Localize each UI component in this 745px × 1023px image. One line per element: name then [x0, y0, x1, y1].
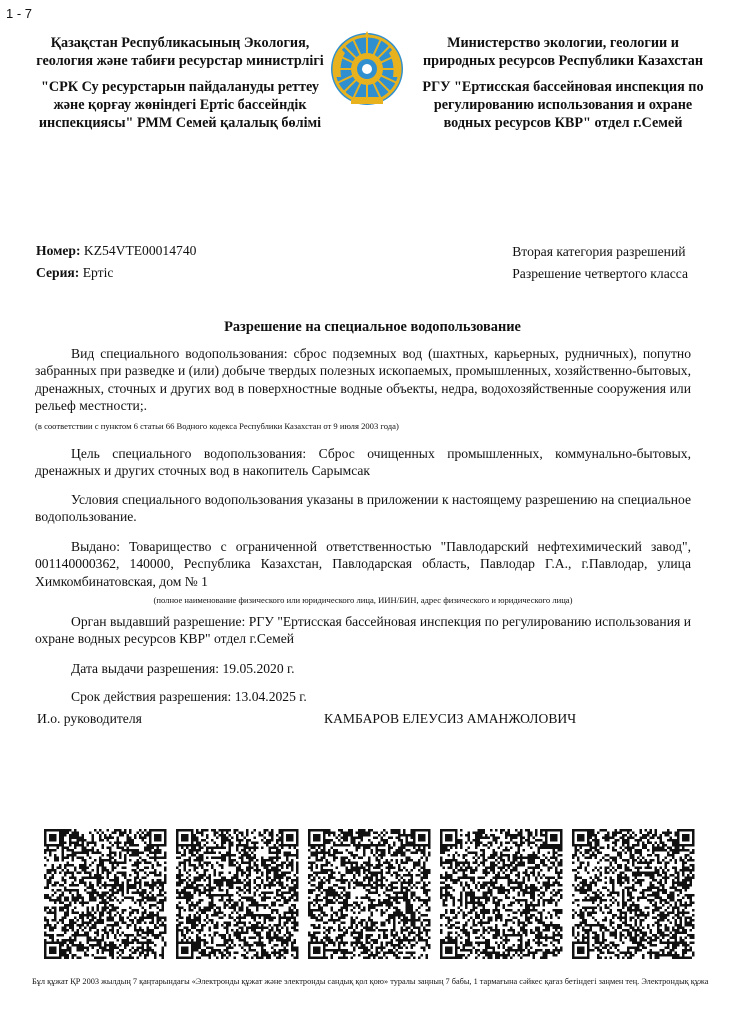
signatory-name: КАМБАРОВ ЕЛЕУСИЗ АМАНЖОЛОВИЧ — [324, 711, 577, 726]
ru-ministry-name: Министерство экологии, геологии и природных ресурсов Республики Казахстан — [422, 35, 704, 69]
kz-department-name: "СРК Су ресурстарын пайдалануды реттеу және қорғау жөніндегі Ертіс бассейндік инспекциясы" РММ Семей қалалық бөлімі — [38, 79, 322, 131]
permit-class: Разрешение четвертого класса — [512, 266, 688, 281]
qr-code-icon — [44, 829, 168, 959]
kz-ministry-name: Қазақстан Республикасының Экология, геология және табиғи ресурстар министрлігі — [36, 35, 324, 69]
usage-conditions: Условия специального водопользования указаны в приложении к настоящему разрешению на специальное водопользование. — [35, 492, 691, 525]
series-label: Серия: — [36, 265, 80, 280]
state-emblem-icon — [329, 31, 405, 107]
permit-category: Вторая категория разрешений — [512, 244, 686, 259]
permit-identifiers — [36, 240, 196, 284]
issued-to: Выдано: Товарищество с ограниченной ответственностью "Павлодарский нефтехимический завод", 001140000362, 140000, Республика Казахстан, Павлодарская область, Павлодар Г.А., г.Павлодар, улица Химкомбинатовская, дом № 1 — [35, 539, 691, 589]
legal-footer: Бұл құжат ҚР 2003 жылдың 7 қаңтарындағы «Электронды құжат және электронды сандық қол қою» туралы заңның 7 бабы, 1 тармағына сәйкес қағаз бетіндегі заңмен тең. Электрондық құжа — [32, 977, 709, 986]
header-kazakh — [30, 34, 330, 132]
usage-type: Вид специального водопользования: сброс подземных вод (шахтных, карьерных, рудничных), попутно забранных при разведке и (или) добыче твердых полезных ископаемых, промышленных, хозяйственно-бытовых, дренажных, сточных и других вод в поверхностные водные объекты, недра, водохозяйственные сооружения или рельеф местности;. — [35, 346, 691, 413]
permit-classification — [512, 241, 688, 285]
permit-series — [36, 262, 196, 284]
signatory-role: И.о. руководителя — [37, 711, 142, 726]
issue-date: Дата выдачи разрешения: 19.05.2020 г. — [71, 661, 295, 676]
permit-number — [36, 240, 196, 262]
qr-code-icon — [572, 829, 696, 959]
qr-code-icon — [176, 829, 300, 959]
validity-date: Срок действия разрешения: 13.04.2025 г. — [71, 689, 307, 704]
issuing-authority: Орган выдавший разрешение: РГУ "Ертисская бассейновая инспекция по регулированию использования и охране водных ресурсов КВР" отдел г.Семей — [35, 614, 691, 647]
series-value: Ертіс — [82, 265, 114, 280]
legal-basis-note: (в соответствии с пунктом 6 статьи 66 Водного кодекса Республики Казахстан от 9 июля 2003 года) — [35, 421, 399, 431]
number-label: Номер: — [36, 243, 81, 258]
issued-to-note: (полное наименование физического или юридического лица, ИИН/БИН, адрес физического и юридического лица) — [153, 595, 573, 605]
page-number: 1 - 7 — [6, 6, 33, 21]
qr-code-icon — [440, 829, 564, 959]
qr-code-icon — [308, 829, 432, 959]
qr-code-row — [44, 829, 696, 959]
document-title: Разрешение на специальное водопользование — [224, 319, 521, 335]
ru-department-name: РГУ "Ертисская бассейновая инспекция по регулированию использования и охране водных ресурсов КВР" отдел г.Семей — [422, 79, 704, 131]
number-value: KZ54VTE00014740 — [83, 243, 197, 258]
header-russian — [418, 34, 708, 132]
usage-purpose: Цель специального водопользования: Сброс очищенных промышленных, коммунально-бытовых, дренажных и других сточных вод в накопитель Сарымсак — [35, 446, 691, 479]
